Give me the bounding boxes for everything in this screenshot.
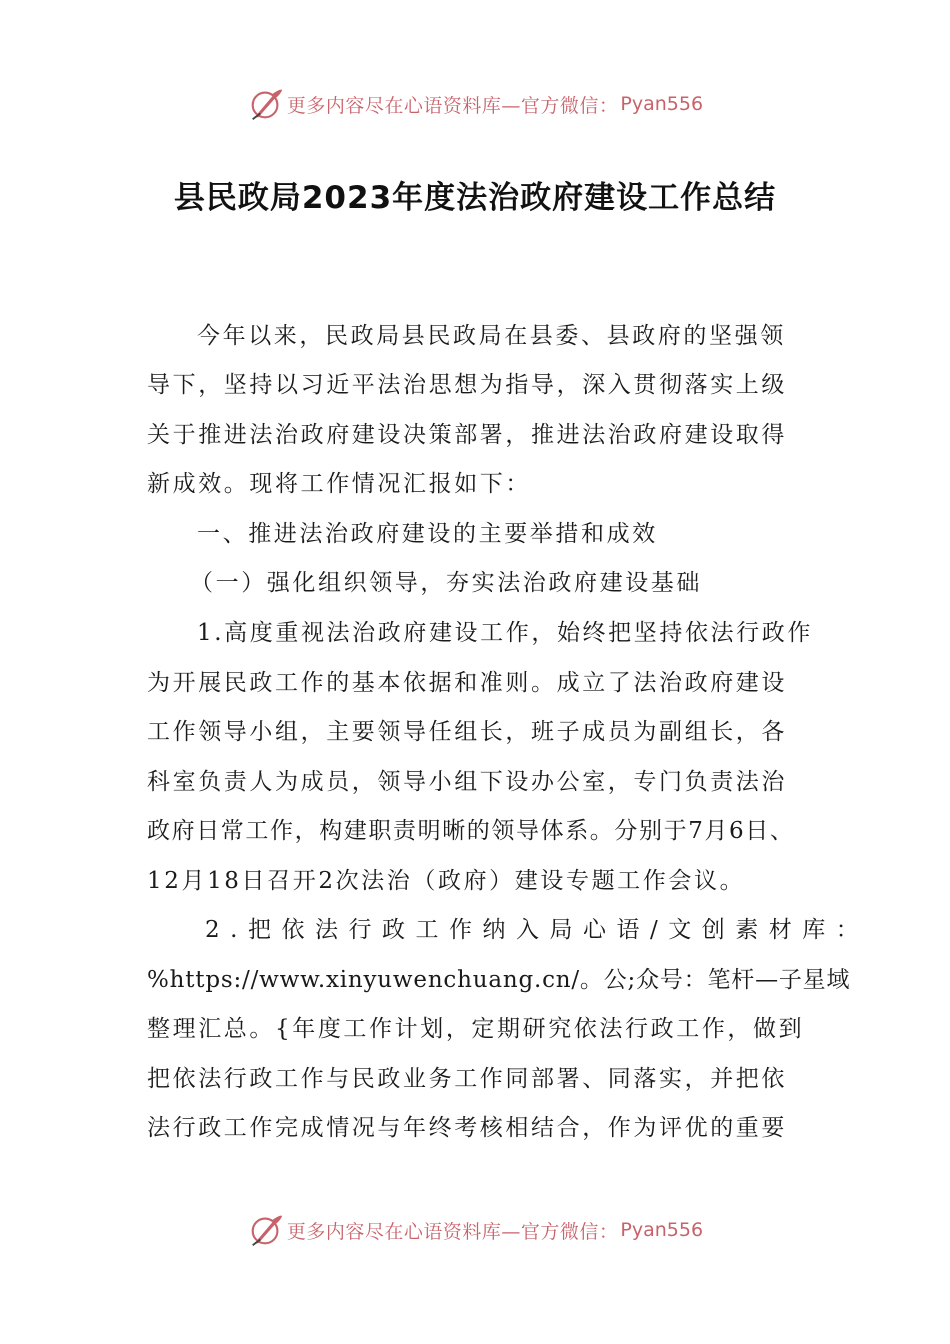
paragraph-line: 关于推进法治政府建设决策部署，推进法治政府建设取得: [147, 422, 787, 448]
paragraph-line: 新成效。现将工作情况汇报如下：: [147, 471, 531, 497]
banner-slogan: 更多内容尽在心语资料库—官方微信：: [286, 94, 619, 117]
banner-slogan: 更多内容尽在心语资料库—官方微信：: [286, 1220, 619, 1243]
subsection-heading: （一）强化组织领导，夯实法治政府建设基础: [190, 570, 702, 596]
paragraph-line: 今年以来，民政局县民政局在县委、县政府的坚强领: [197, 323, 786, 349]
paragraph-line: 整理汇总。{年度工作计划，定期研究依法行政工作，做到: [147, 1016, 805, 1042]
paragraph-line: 1.高度重视法治政府建设工作，始终把坚持依法行政作: [197, 620, 813, 646]
paragraph-line: 导下，坚持以习近平法治思想为指导，深入贯彻落实上级: [147, 372, 787, 398]
paragraph-line: 科室负责人为成员，领导小组下设办公室，专门负责法治: [147, 769, 787, 795]
paragraph-line: 工作领导小组，主要领导任组长，班子成员为副组长，各: [147, 719, 787, 745]
banner-account: Pyan556: [620, 1219, 704, 1241]
paragraph-line: 2.把依法行政工作纳入局心语/文创素材库：: [205, 917, 870, 943]
document-title: 县民政局2023年度法治政府建设工作总结: [173, 180, 777, 216]
paragraph-line: 把依法行政工作与民政业务工作同部署、同落实，并把依: [147, 1066, 787, 1092]
section-heading: 一、推进法治政府建设的主要举措和成效: [197, 521, 658, 547]
quill-circle-icon: [247, 85, 285, 123]
paragraph-line: 法行政工作完成情况与年终考核相结合，作为评优的重要: [147, 1115, 787, 1141]
paragraph-line: 为开展民政工作的基本依据和准则。成立了法治政府建设: [147, 670, 787, 696]
paragraph-line: 政府日常工作，构建职责明晰的领导体系。分别于7月6日、: [147, 818, 795, 844]
paragraph-line: %https://www.xinyuwenchuang.cn/。公;众号：笔杆—子星域: [147, 967, 851, 993]
footer-banner: [0, 1210, 950, 1250]
quill-circle-icon: [247, 1211, 285, 1249]
banner-account: Pyan556: [620, 93, 704, 115]
paragraph-line: 12月18日召开2次法治（政府）建设专题工作会议。: [147, 868, 746, 894]
header-banner: [0, 84, 950, 124]
